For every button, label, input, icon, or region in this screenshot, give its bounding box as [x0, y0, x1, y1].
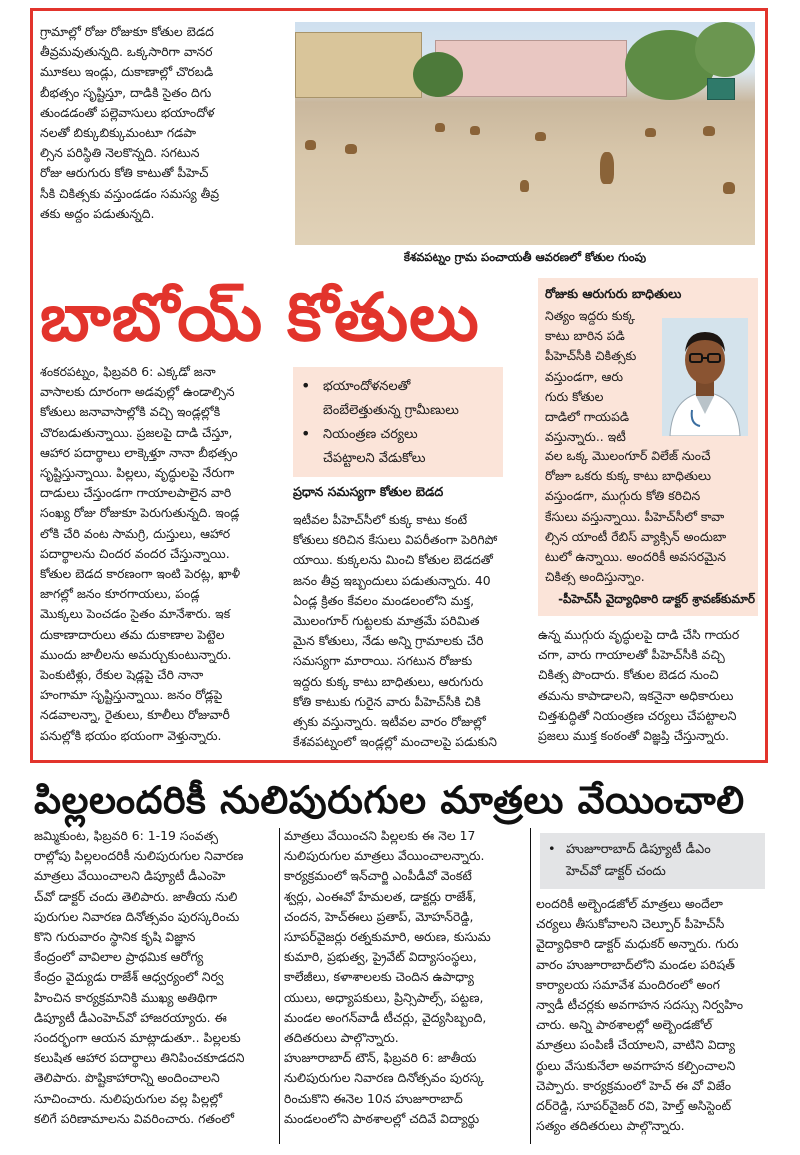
sidebox-text-narrow-body: నిత్యం ఇద్దరు కుక్క కాటు బారిన పడి పీహెచ్‌సీకి చికిత్సకు వస్తుండగా, ఆరు గురు కోతుల దాడిలో గాయపడి వస్తున్నారు.. ఇటీ [545, 308, 637, 445]
column-divider [530, 828, 531, 1144]
story2-column-1-text: జమ్మికుంట, ఫిబ్రవరి 6: 1-19 సంవత్స రాల్లోపు పిల్లలందరికీ నులిపురుగుల నివారణ మాత్రలు వేయించాలని డిప్యూటీ డీఎంహె చ్‌వో డాక్టర్ చందు తెలిపారు. జాతీయ నులి పురుగుల నివారణ దినోత్సవం పురస్కరించు కొని గురువారం స్థానిక కృషి విజ్ఞాన కేంద్రంలో వావిలాల ప్రాథమిక ఆరోగ్య కేంద్రం వైద్యుడు రాజేశ్ ఆధ్వర్యంలో నిర్వ హించిన కార్యక్రమానికి ముఖ్య అతిథిగా డిప్యూటీ డీఎంహెచ్‌వో హాజరయ్యారు. ఈ సందర్భంగా ఆయన మాట్లాడుతూ.. పిల్లలకు కలుషిత ఆహార పదార్థాలు తినిపించకూడదని తెలిపారు. పొష్టికాహారాన్ని అందించాలని సూచించారు. నులిపురుగుల వల్ల పిల్లల్లో కలిగే పరిణామాలను వివరించారు. గతంలో [34, 828, 245, 1126]
sidebox-text-wide-body: వల ఒక్క మొలంగూర్ విలేజ్ నుంచే రోజూ ఒకరు కుక్క కాటు బాధితులు వస్తుండగా, ముగ్గురు కోతి కరిచిన కేసులు వస్తున్నాయి. పీహెచ్‌సీలో కావా ల్సిన యాంటీ రేబిస్ వ్యాక్సిన్ అందుబా టులో ఉన్నాయి. అందరికీ అవసరమైన చికిత్స అందిస్తున్నాం. [545, 448, 727, 585]
story2-column-2-text: మాత్రలు వేయించని పిల్లలకు ఈ నెల 17 నులిపురుగుల మాత్రలు వేయించాలన్నారు. కార్యక్రమంలో ఇన్‌చార్జి ఎంపీడీవో వెంకటే శ్వర్లు, ఎంఈవో హేమలత, డాక్టర్లు రాజేశ్, చందన, హెచ్‌ఈలు ప్రతాప్, మోహన్‌రెడ్డి, సూపర్‌వైజర్లు రత్నకుమారి, అరుణ, కుసుమ కుమారి, ప్రభుత్వ, ప్రైవేట్ విద్యాసంస్థలు, కాలేజీలు, కళాశాలలకు చెందిన ఉపాధ్యా యులు, అధ్యాపకులు, ప్రిన్సిపాల్స్, పట్టణ, మండల అంగన్‌వాడీ టీచర్లు, వైద్యసిబ్బంది, తదితరులు పాల్గొన్నారు. హుజూరాబాద్ టౌన్, ఫిబ్రవరి 6: జాతీయ నులిపురుగుల నివారణ దినోత్సవం పురస్క రించుకొని ఈనెల 10న హుజూరాబాద్ మండలంలోని పాఠశాలల్లో చదివే విద్యార్థు [284, 828, 491, 1126]
story1-column-2-text: ఇటీవల పీహెచ్‌సీలో కుక్క కాటు కంటే కోతులు కరిచిన కేసులు విపరీతంగా పెరిగిపో యాయి. కుక్కలను మించి కోతుల బెడదతో జనం తీవ్ర ఇబ్బందులు పడుతున్నారు. 40 ఏండ్ల క్రితం కేవలం మండలంలోని మక్త, మొలంగూర్ గుట్టలకు మాత్రమే పరిమిత మైన కోతులు, నేడు అన్ని గ్రామాలకు చేరి సమస్యగా మారాయి. సగటున రోజుకు ఇద్దరు కుక్క కాటు బాధితులు, ఆరుగురు కోతి కాటుకు గురైన వారు పీహెచ్‌సీకి చికి త్సకు వస్తున్నారు. ఇటీవల వారం రోజుల్లో కేశవపట్నంలో ఇండ్లల్లో మంచాలపై పడుకుని [293, 512, 498, 750]
sidebox-title: రోజుకు ఆరుగురు బాధితులు [545, 286, 682, 301]
story2-column-3-text: లందరికీ అల్బెండజోల్ మాత్రలు అందేలా చర్యలు తీసుకోవాలని చెల్పూర్ పీహెచ్‌సీ వైద్యాధికారి డాక్టర్ మధుకర్ అన్నారు. గురు వారం హుజూరాబాద్‌లోని మండల పరిషత్ కార్యాలయ సమావేశ మందిరంలో అంగ న్వాడీ టీచర్లకు అవగాహన సదస్సు నిర్వహిం చారు. అన్ని పాఠశాలల్లో అల్బెండజోల్ మాత్రలు పంపిణీ చేయాలని, వాటిని విద్యా ర్థులు వేసుకునేలా అవగాహన కల్పించాలని చెప్పారు. కార్యక్రమంలో హెచ్ ఈ వో విజేం దర్‌రెడ్డి, సూపర్‌వైజర్ రవి, హెల్త్ అసిస్టెంట్ సత్యం తదితరులు పాల్గొన్నారు. [536, 896, 744, 1134]
sidebox-text-narrow [545, 306, 663, 446]
monkey-troop-photo [295, 22, 755, 245]
story2-column-3 [536, 894, 766, 1146]
story1-column-3-text: ఉన్న ముగ్గురు వృద్ధులపై దాడి చేసి గాయర చగా, వారు గాయాలతో పీహెచ్‌సీకి వచ్చి చికిత్స పొందారు. కోతుల బెడద నుంచి తమను కాపాడాలని, ఇకనైనా అధికారులు చిత్తశుద్ధితో నియంత్రణ చర్యలు చేపట్టాలని ప్రజలు ముక్త కంఠంతో విజ్ఞప్తి చేస్తున్నారు. [538, 627, 740, 744]
highlight-item [301, 375, 495, 423]
bullet-icon: • [301, 424, 311, 443]
highlight-text: నియంత్రణ చర్యలు చేపట్టాలని వేడుకోలు [323, 427, 426, 466]
story2-column-2 [284, 826, 524, 1146]
column-divider [279, 828, 280, 1144]
story2-column-1 [34, 826, 274, 1146]
story1-headline: బాబోయ్ కోతులు [40, 279, 480, 356]
sidebox-text-wide [545, 446, 753, 590]
bullet-icon: • [548, 842, 556, 857]
doctor-portrait-icon [662, 318, 748, 436]
bullet-icon: • [301, 376, 311, 395]
highlight-text: భయాందోళనలతో బెంబేలెత్తుతున్న గ్రామీణులు [323, 379, 459, 418]
doctor-portrait [662, 318, 748, 436]
photo-caption: కేశవపట్నం గ్రామ పంచాయతీ ఆవరణలో కోతుల గుంపు [403, 250, 647, 264]
story1-intro [40, 22, 288, 268]
story1-column-1 [40, 362, 288, 754]
story1-column-2 [293, 510, 531, 755]
story1-column-3 [538, 625, 758, 753]
story1-subhead: ప్రధాన సమస్యగా కోతుల బెడద [293, 484, 444, 499]
highlight-item [301, 423, 495, 471]
story1-column-1-text: శంకరపట్నం, ఫిబ్రవరి 6: ఎక్కడో జనా వాసాలకు దూరంగా అడవుల్లో ఉండాల్సిన కోతులు జనావాసాల్లోకి వచ్చి ఇండ్లల్లోకి చొరబడుతున్నాయి. ప్రజలపై దాడి చేస్తూ, ఆహార పదార్థాలు లాక్కెళ్తూ నానా బీభత్సం సృష్టిస్తున్నాయి. పిల్లలు, వృద్ధులపై నేరుగా దాడులు చేస్తుండగా గాయాలపాలైన వారి సంఖ్య రోజు రోజుకూ పెరుగుతున్నది. ఇండ్ల లోకి చేరి వంట సామగ్రి, దుస్తులు, ఆహార పదార్థాలను చిందర వందర చేస్తున్నాయి. కోతుల బెడద కారణంగా ఇంటి పెరట్ల, ఖాళీ జాగల్లో జనం కూరగాయలు, పండ్ల మొక్కలు పెంచడం సైతం మానేశారు. ఇక దుకాణాదారులు తమ దుకాణాల పెట్టెల ముందు జాలీలను అమర్చుకుంటున్నారు. పెంకుటిళ్లు, రేకుల షెడ్లపై చేరి నానా హంగామా సృష్టిస్తున్నాయి. జనం రోడ్లపై నడవాలన్నా, రైతులు, కూలీలు రోజువారీ పనుల్లోకి భయం భయంగా వెళ్తున్నారు. [40, 364, 241, 743]
story2-caption-box [540, 833, 765, 889]
story1-highlights-box [293, 367, 503, 477]
caption-text: హుజూరాబాద్ డిప్యూటీ డీఎం హెచ్‌వో డాక్టర్ చందు [566, 842, 711, 879]
story1-intro-text: గ్రామాల్లో రోజు రోజుకూ కోతుల బెడద తీవ్రమవుతున్నది. ఒక్కసారిగా వానర మూకలు ఇండ్లు, దుకాణాల్లో చొరబడి బీభత్సం సృష్టిస్తూ, దాడికి సైతం దిగు తుండడంతో పల్లెవాసులు భయాందోళ నలతో బిక్కుబిక్కుమంటూ గడపా ల్సిన పరిస్థితి నెలకొన్నది. సగటున రోజు ఆరుగురు కోతి కాటుతో పీహెచ్ సీకి చికిత్సకు వస్తుండడం సమస్య తీవ్ర తకు అద్దం పడుతున్నది. [40, 24, 220, 221]
sidebox-credit: -పీహెచ్‌సీ వైద్యాధికారి డాక్టర్ శ్రావణ్‌కుమార్ [558, 592, 755, 606]
story2-headline: పిల్లలందరికీ నులిపురుగుల మాత్రలు వేయించాలి [34, 778, 745, 822]
